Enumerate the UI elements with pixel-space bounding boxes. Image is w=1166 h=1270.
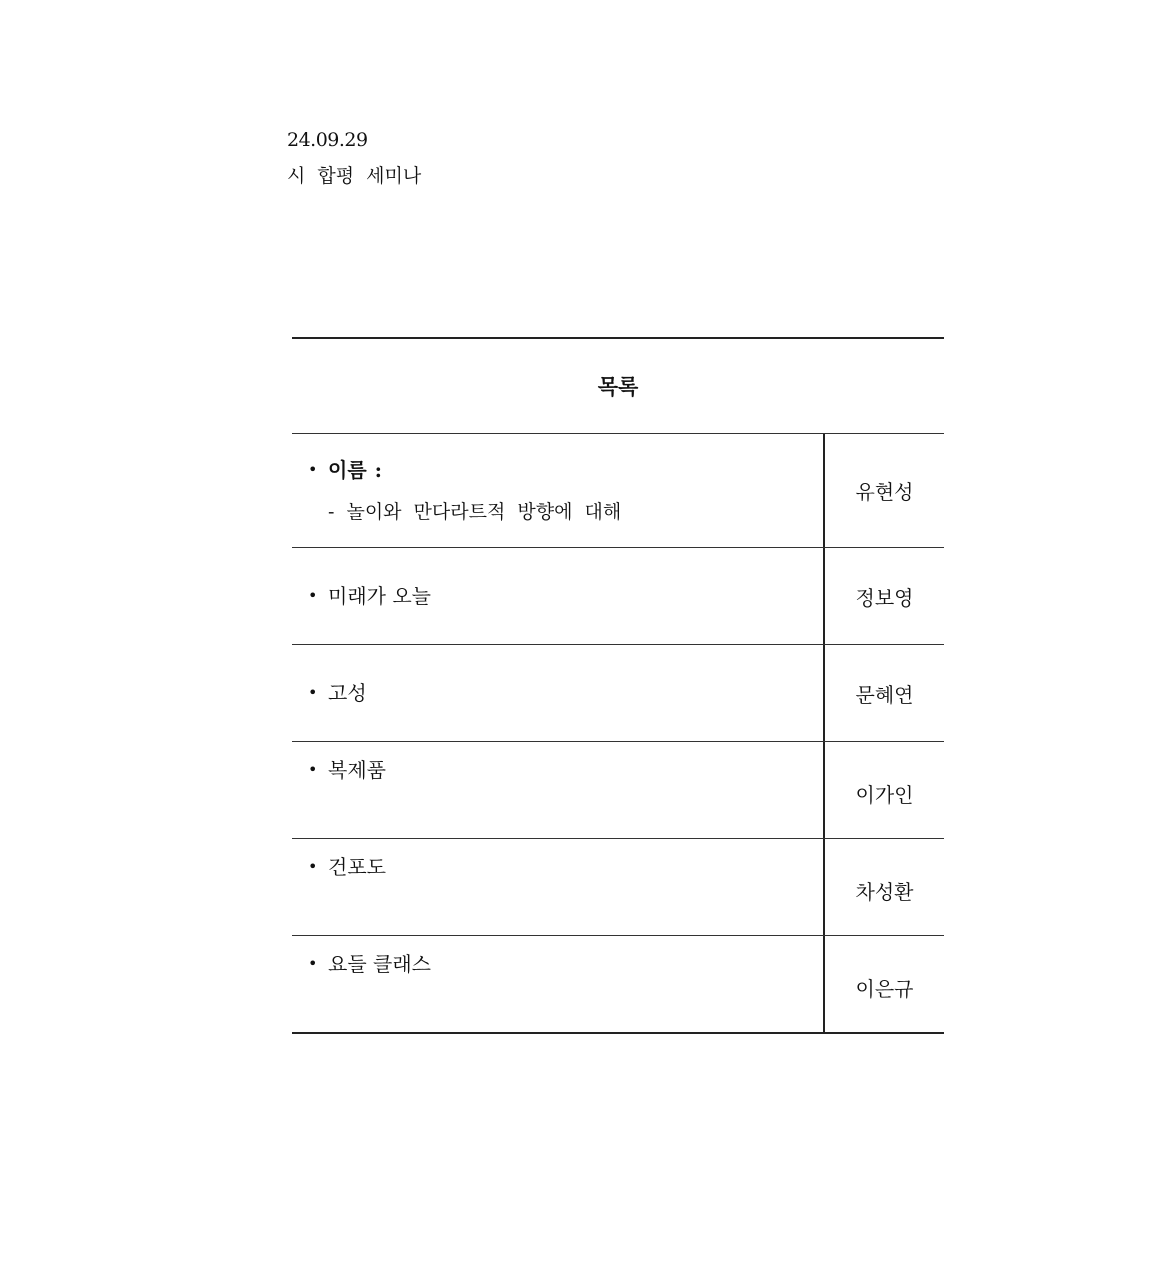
bullet-icon: • (308, 760, 318, 779)
toc-entry (308, 853, 823, 881)
entry-title: 이름 (328, 458, 367, 482)
entry-colon: : (374, 458, 383, 482)
document-header (287, 126, 421, 190)
author-cell: 차성환 (855, 880, 914, 904)
bullet-icon: • (308, 954, 318, 973)
author-cell: 이은규 (855, 977, 914, 1001)
author-cell: 문혜연 (855, 682, 914, 707)
entry-title: 건포도 (328, 855, 386, 879)
toc-entry (308, 582, 823, 610)
table-of-contents (292, 337, 944, 1034)
seminar-title: 시 합평 세미나 (287, 165, 422, 187)
toc-title: 목록 (292, 339, 944, 434)
author-cell: 이가인 (855, 783, 914, 807)
toc-entry-cell (292, 839, 825, 935)
toc-entry-cell (292, 548, 825, 644)
toc-entry (308, 950, 823, 978)
toc-row (292, 839, 944, 936)
toc-row (292, 936, 944, 1032)
toc-row (292, 645, 944, 742)
author-cell: 정보영 (855, 585, 914, 610)
date: 24.09.29 (287, 129, 368, 151)
bullet-icon: • (308, 460, 318, 479)
toc-row (292, 548, 944, 645)
toc-entry-cell (292, 936, 825, 1032)
author-cell: 유현성 (855, 480, 914, 504)
toc-entry (308, 756, 823, 784)
bullet-icon: • (308, 586, 318, 605)
entry-subtitle: - 놀이와 만다라트적 방향에 대해 (328, 501, 622, 523)
entry-title: 요들 클래스 (328, 952, 431, 976)
toc-entry-cell (292, 742, 825, 838)
entry-title: 복제품 (328, 758, 386, 782)
toc-entry-cell (292, 434, 825, 547)
toc-entry (308, 456, 823, 484)
toc-row (292, 742, 944, 839)
bullet-icon: • (308, 857, 318, 876)
entry-title: 고성 (328, 681, 367, 705)
bullet-icon: • (308, 683, 318, 702)
toc-entry (308, 679, 823, 707)
toc-row (292, 434, 944, 548)
toc-entry-cell (292, 645, 825, 741)
entry-title: 미래가 오늘 (328, 584, 431, 608)
